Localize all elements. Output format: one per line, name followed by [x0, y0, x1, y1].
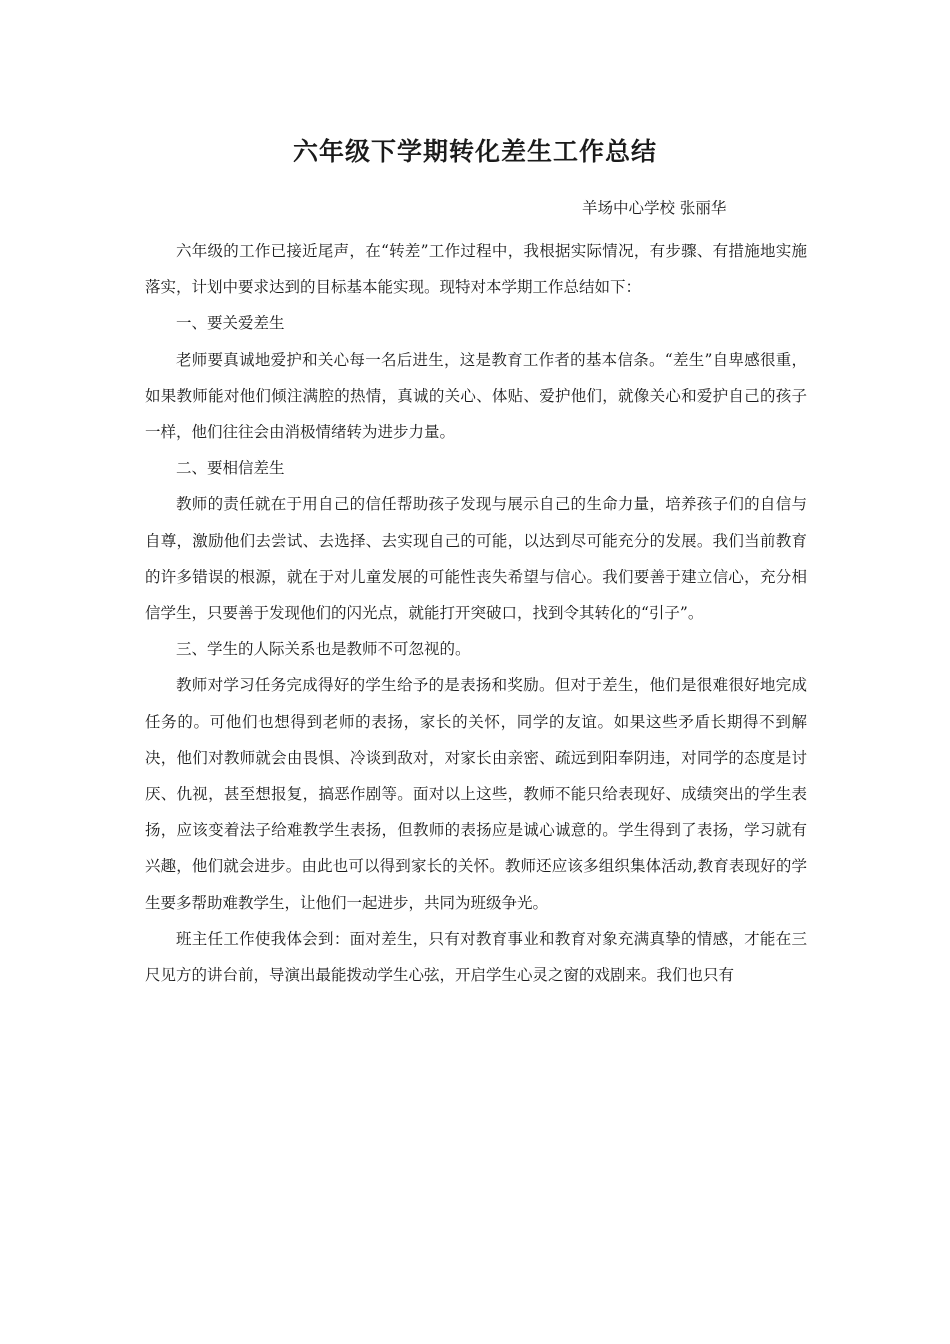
author-line: 羊场中心学校 张丽华 — [582, 199, 727, 217]
section-heading-3: 三、学生的人际关系也是教师不可忽视的。 — [176, 640, 471, 659]
section-2-paragraph: 教师的责任就在于用自己的信任帮助孩子发现与展示自己的生命力量，培养孩子们的自信与自尊，激励他们去尝试、去选择、去实现自己的可能，以达到尽可能充分的发展。我们当前教育的许多错误的根源，就在于对儿童发展的可能性丧失希望与信心。我们要善于建立信心，充分相信学生，只要善于发现他们的闪光点，就能打开突破口，找到令其转化的“引子”。 — [145, 495, 807, 623]
intro-paragraph: 六年级的工作已接近尾声，在“转差”工作过程中，我根据实际情况，有步骤、有措施地实施落实，计划中要求达到的目标基本能实现。现特对本学期工作总结如下： — [145, 242, 807, 297]
document-body — [145, 233, 807, 993]
section-heading-1: 一、要关爱差生 — [176, 314, 285, 333]
conclusion-paragraph: 班主任工作使我体会到：面对差生，只有对教育事业和教育对象充满真挚的情感，才能在三尺见方的讲台前，导演出最能拨动学生心弦，开启学生心灵之窗的戏剧来。我们也只有 — [145, 929, 807, 985]
section-3-paragraph: 教师对学习任务完成得好的学生给予的是表扬和奖励。但对于差生，他们是很难很好地完成任务的。可他们也想得到老师的表扬，家长的关怀，同学的友谊。如果这些矛盾长期得不到解决，他们对教师就会由畏惧、冷谈到敌对，对家长由亲密、疏远到阳奉阴违，对同学的态度是讨厌、仇视，甚至想报复，搞恶作剧等。面对以上这些，教师不能只给表现好、成绩突出的学生表扬，应该变着法子给难教学生表扬，但教师的表扬应是诚心诚意的。学生得到了表扬，学习就有兴趣，他们就会进步。由此也可以得到家长的关怀。教师还应该多组织集体活动,教育表现好的学生要多帮助难教学生，让他们一起进步，共同为班级争光。 — [145, 676, 807, 912]
document-title: 六年级下学期转化差生工作总结 — [292, 137, 657, 166]
section-1-paragraph: 老师要真诚地爱护和关心每一名后进生，这是教育工作者的基本信条。“差生”自卑感很重，如果教师能对他们倾注满腔的热情，真诚的关心、体贴、爱护他们，就像关心和爱护自己的孩子一样，他们往往会由消极情绪转为进步力量。 — [145, 350, 807, 442]
section-heading-2: 二、要相信差生 — [176, 459, 285, 478]
